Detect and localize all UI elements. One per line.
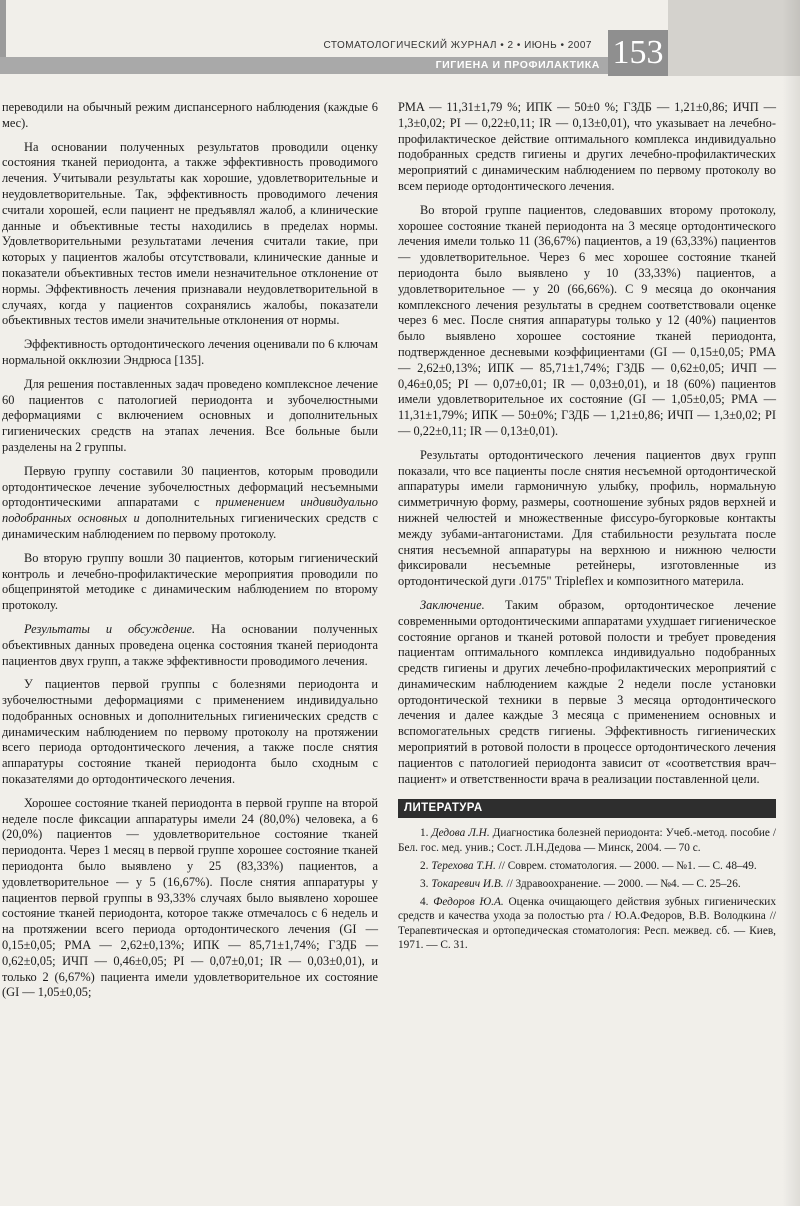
page-header [0,0,800,76]
italic-phrase: Результаты и обсуждение. [24,621,196,636]
reference-item [398,859,776,873]
reference-author: Токаревич И.В. [431,878,504,891]
right-column [398,100,776,956]
paragraph: переводили на обычный режим диспансерного наблюдения (каждые 6 мес). [2,100,378,130]
reference-text: // Здравоохранение. — 2000. — №4. — С. 25–26. [503,878,741,891]
page-number: 153 [612,34,664,71]
reference-text: Оценка очищающего действия зубных гигиенических средств и качества ухода за полостью рта / Ю.А.Федоров, В.В. Володкина // Терапевтическая и ортопедическая стоматология: Респ. межвед. сб. — Киев, 1971. — С. 31. [398,896,776,951]
reference-number: 3. [420,878,429,891]
paragraph: У пациентов первой группы с болезнями периодонта и зубочелюстными деформациями с применением индивидуально подобранных основных и дополнительных гигиенических средств с динамическим наблюдением по первому протоколу на протяжении всего периода ортодонтического лечения, а также после снятия аппаратуры состояние тканей периодонта было сходным с показателями до ортодонтического лечения. [2,677,378,787]
paragraph: PMA — 11,31±1,79 %; ИПК — 50±0 %; ГЗДБ — 1,21±0,86; ИЧП — 1,3±0,02; PI — 0,22±0,11; IR — 0,13±0,01), что указывает на лечебно-профилактическое действие оптимального комплекса индивидуально подобранных средств гигиены и других лечебно-профилактических мероприятий с динамическим наблюдением по первому протоколу во всем периоде ортодонтического лечения. [398,100,776,193]
paragraph: Результаты и обсуждение. На основании полученных объективных данных проведена оценка состояния тканей периодонта пациентов двух групп, а также эффективности проводимого лечения. [2,621,378,668]
paragraph: Во второй группе пациентов, следовавших второму протоколу, хорошее состояние тканей периодонта на 3 месяце ортодонтического лечения имели только 11 (36,67%) пациентов, а 19 (63,33%) пациентов — удовлетворительное. Через 6 мес хорошее состояние тканей периодонта было выявлено у 10 (33,33%) пациентов, а удовлетворительное — у 20 (66,66%). С 9 месяца до окончания комплексного лечения результаты в среднем соответствовали оценке через 6 мес. После снятия аппаратуры только у 12 (40%) пациентов было выявлено хорошее состояние тканей периодонта, подтвержденное десневыми коэффициентами (GI — 0,15±0,05; PMA — 2,62±0,13%; ИПК — 85,71±1,74%; ГЗДБ — 0,62±0,05; ИЧП — 0,46±0,05; PI — 0,07±0,01; IR — 0,03±0,01), и 18 (60%) пациентов имели удовлетворительное их состояние (GI — 1,05±0,05; PMA — 11,31±1,79%; ИПК — 50±0%; ГЗДБ — 1,21±0,86; ИЧП — 1,3±0,02; PI — 0,22±0,11; IR — 0,13±0,01). [398,202,776,438]
paragraph: Эффективность ортодонтического лечения оценивали по 6 ключам нормальной окклюзии Эндрюса [135]. [2,337,378,367]
reference-author: Терехова Т.Н. [431,859,496,872]
reference-number: 2. [420,859,429,872]
paragraph: Во вторую группу вошли 30 пациентов, которым гигиенический контроль и лечебно-профилактические мероприятия проводили по общепринятой методике с динамическим наблюдением по второму протоколу. [2,550,378,613]
reference-author: Дедова Л.Н. [431,827,490,840]
conclusion-paragraph: Заключение. Таким образом, ортодонтическое лечение современными ортодонтическими аппаратами ухудшает гигиеническое состояние органов и тканей ротовой полости и требует проведения пациентам оптимального комплекса индивидуально подобранных средств гигиены и других лечебно-профилактических мероприятий с динамическим наблюдением каждые 2 недели после установки ортодонтической техники в первые 3 месяца ортодонтического лечения и далее каждые 3 месяца с применением основных и вспомогательных средств гигиены. Эффективность гигиенических мероприятий в ротовой полости в процессе ортодонтического лечения пациентов с патологией периодонта зависит от «соответствия врач–пациент» и ответственности врача в реализации поставленной цели. [398,597,776,786]
reference-item [398,877,776,891]
page-edge-shadow [782,0,800,1206]
paragraph: Результаты ортодонтического лечения пациентов двух групп показали, что все пациенты после снятия несъемной ортодонтической аппаратуры имели гармоничную улыбку, профиль, нормальную симметричную форму, размеры, соотношение зубных рядов верхней и нижней челюстей и множественные фиссуро-бугорковые контакты между зубами-антагонистами. Для стабильности результата после снятия несъемной аппаратуры на верхнюю и нижнюю челюсти фиксировали несъемные ретейнеры, изготовленные из ортодонтической дуги .0175" Tripleflex и композитного материла. [398,447,776,589]
journal-title: СТОМАТОЛОГИЧЕСКИЙ ЖУРНАЛ • 2 • ИЮНЬ • 2007 [323,40,592,51]
reference-number: 4. [420,896,429,909]
section-title: ГИГИЕНА И ПРОФИЛАКТИКА [435,59,600,71]
reference-item [398,895,776,952]
reference-text: // Соврем. стоматология. — 2000. — №1. — С. 48–49. [495,859,757,872]
left-column [2,100,378,1009]
references-heading: ЛИТЕРАТУРА [398,799,776,818]
paragraph: Для решения поставленных задач проведено комплексное лечение 60 пациентов с патологией периодонта и зубочелюстными деформациями с включением основных и дополнительных гигиенических средств на этапах лечения. Все больные были разделены на 2 группы. [2,376,378,454]
reference-number: 1. [420,827,429,840]
italic-phrase: применением индивидуально подобранных основных и [2,495,378,526]
header-strip [668,0,800,76]
paragraph: На основании полученных результатов проводили оценку состояния тканей периодонта, а также эффективность проводимого лечения. Учитывали результаты как хорошие, удовлетворительные и неудовлетворительные. Так, эффективность проводимого лечения считали хорошей, если пациент не предъявлял жалоб, а клинические данные и объективные тесты находились в пределах нормы. Удовлетворительными результатами лечения считали такие, при которых у пациентов жалобы отсутствовали, клинические данные и показатели объективных тестов имели незначительное отклонение от нормы. Эффективность лечения признавали неудовлетворительной в случаях, когда у пациентов сохранялись жалобы, показатели объективных тестов имели значительные отклонения от нормы. [2,139,378,328]
reference-author: Федоров Ю.А. [433,896,504,909]
reference-item [398,826,776,854]
reference-text: Диагностика болезней периодонта: Учеб.-метод. пособие / Бел. гос. мед. унив.; Сост. Л.Н.Дедова — Минск, 2004. — 70 с. [398,827,776,854]
italic-phrase: Заключение. [420,597,485,612]
paragraph: Хорошее состояние тканей периодонта в первой группе на второй неделе после фиксации аппаратуры имели 24 (80,0%) человека, а 6 (20,0%) пациентов — удовлетворительное состояние тканей периодонта. Через 1 месяц в первой группе хорошее состояние тканей периодонта было выявлено у 25 (83,33%) пациентов, а удовлетворительное — у 5 (16,67%). После снятия аппаратуры у пациентов первой группы в 93,33% случаях было выявлено хорошее состояние тканей периодонта, которое также отмечалось с 6 недель и на протяжении всего периода ортодонтического лечения (GI — 0,15±0,05; PMA — 2,62±0,13%; ИПК — 85,71±1,74%; ГЗДБ — 0,62±0,05; ИЧП — 0,46±0,05; PI — 0,07±0,01; IR — 0,03±0,01), и только 2 (6,67%) пациента имели удовлетворительное их состояние (GI — 1,05±0,05; [2,795,378,1000]
paragraph: Первую группу составили 30 пациентов, которым проводили ортодонтическое лечение зубочелюстных деформаций несъемными ортодонтическими аппаратами с применением индивидуально подобранных основных и дополнительных гигиенических средств с динамическим наблюдением по первому протоколу. [2,463,378,541]
